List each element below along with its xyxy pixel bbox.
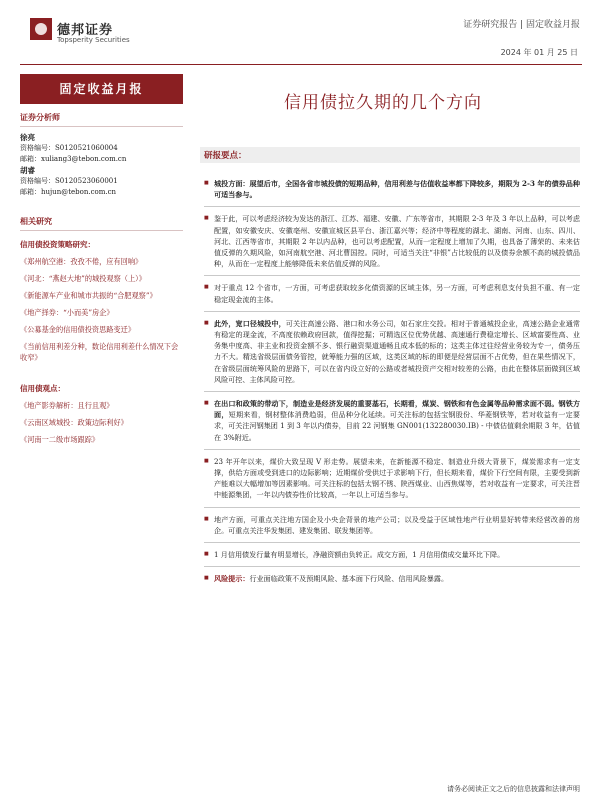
divider xyxy=(204,311,580,312)
divider xyxy=(204,507,580,508)
analyst-name: 胡睿 xyxy=(20,166,35,175)
related-report-link[interactable]: 《新能源车产业和城市共振的“合肥观察”》 xyxy=(20,291,157,300)
analyst-cert: 资格编号：S0120521060004 xyxy=(20,144,118,152)
paragraph-lead: 此外，宽口径城投中， xyxy=(214,318,286,328)
related-report-link[interactable]: 《河南一二级市场跟踪》 xyxy=(20,435,100,444)
page-title: 信用债拉久期的几个方向 xyxy=(284,93,482,113)
summary-content xyxy=(204,178,580,584)
analyst-email[interactable]: 邮箱：xuliang3@tebon.com.cn xyxy=(20,155,127,163)
risk-paragraph xyxy=(204,573,580,584)
paragraph-text: 对于重点 12 个省市，一方面，可考虑获取较多化债资源的区域主体，另一方面，可考虑利息支付负担不重、有一定稳定现金流的主体。 xyxy=(214,283,580,304)
divider xyxy=(204,275,580,276)
document-date: 2024 年 01 月 25 日 xyxy=(500,48,578,57)
risk-label: 风险提示： xyxy=(214,574,250,584)
divider xyxy=(204,542,580,543)
related-report-link[interactable]: 《郑州航空港：孜孜不倦，应有回响》 xyxy=(20,257,143,266)
divider xyxy=(204,566,580,567)
analyst-heading: 证券分析师 xyxy=(20,112,183,127)
summary-paragraph xyxy=(204,318,580,385)
related-research-heading: 相关研究 xyxy=(20,216,183,231)
summary-paragraph xyxy=(204,514,580,536)
related-group-heading: 信用债投资策略研究： xyxy=(20,240,95,249)
paragraph-text: 可关注高速公路、港口和水务公司，如石家庄交投。相对于普通城投企业，高速公路企业通常有稳定的现金流，不高度依赖政府回款，值得挖掘；可精选区位优势优越、高速通行费稳定增长、区域富要性高、业务集中度高、非主业和投资金额不多、银行融资渠道通畅且成本低的标的；这类主体过往经营业务较为专一，债务压力不大。精选省级层面债务管控，就筹能力强的区域，这类区域的标的即便是经营层面不占优势，但在果些情况下，在省级层面统筹风险的思路下，可以在省内设立好的公路或者城投资产交相对较差的公路，由此在整体层面做到区域风险可控、主体风险可控。 xyxy=(214,318,580,384)
summary-paragraph xyxy=(204,398,580,443)
divider xyxy=(204,206,580,207)
related-report-link[interactable]: 《当前信用利差分种，数论信用利差什么情况下会收窄》 xyxy=(20,342,179,362)
analyst-email[interactable]: 邮箱：hujun@tebon.com.cn xyxy=(20,188,117,196)
paragraph-text: 地产方面，可重点关注地方国企及小央企背景的地产公司；以及受益于区域性地产行业明显好转带来经营改善的房企。可重点关注华发集团、建发集团、联发集团等。 xyxy=(214,514,580,535)
paragraph-text: 鉴于此，可以考虑经济较为发达的浙江、江苏、福建、安徽、广东等省市，其期限 2-3 年及 3 年以上品种，可以考虑配置，如安徽安庆、安徽亳州、安徽宣城区县平台、浙江嘉兴等；经济中等程度的湖北、湖南、河南、山东、四川、河北、江西等省市，其期限 2 年以内品种，也可以考虑配置，从而一定程度上增加了久期，也具备了薄荣的、未来估值反弹的久期风险，如河南航空港、河北曹国控。同时，可适当关注“非银”占比较低的以及债券余额不高的城投债品种，从而在一定程度上能够降低未来估值反弹的风险。 xyxy=(214,214,580,269)
footer-disclaimer: 请务必阅读正文之后的信息披露和法律声明 xyxy=(447,785,580,793)
brand-logo-icon xyxy=(30,18,52,40)
summary-paragraph xyxy=(204,178,580,200)
report-category: 固定收益月报 xyxy=(20,74,183,104)
analyst-name: 徐亮 xyxy=(20,133,35,142)
paragraph-lead: 在出口和政策的带动下，制造业是经济发展的重要基石，长期看，煤炭、钢铁和有色金属等品种需求面不弱。钢铁方面， xyxy=(214,399,580,420)
paragraph-text: 1 月信用债发行量有明显增长，净融资额由负转正。成交方面，1 月信用债成交量环比下降。 xyxy=(214,550,505,560)
summary-paragraph xyxy=(204,282,580,304)
analyst-block xyxy=(20,132,183,198)
related-report-link[interactable]: 《云南区域城投：政策边际利好》 xyxy=(20,418,128,427)
report-header xyxy=(0,0,600,66)
paragraph-lead: 城投方面：展望后市，全国各省市城投债的短期品种，信用利差与估值收益率都下降较多，期限为 2-3 年的债券品种可适当参与。 xyxy=(214,179,580,200)
sidebar xyxy=(20,112,183,445)
summary-heading: 研报要点： xyxy=(204,151,247,161)
related-report-link[interactable]: 《公募基金的信用债投资思路变迁》 xyxy=(20,325,136,334)
paragraph-text: 短期来看，钢材整体消费趋弱，但品种分化延续。可关注标的包括宝钢股份、华菱钢铁等，若对收益有一定要求，可关注河钢集团 1 到 3 年以内债券，目前 22 河钢集 GN001(132280030.IB) - 中债估值剩余期限 3 年，估值在 3%附近。 xyxy=(214,410,581,442)
related-report-link[interactable]: 《地产择券：“小而美”房企》 xyxy=(20,308,114,317)
brand-name: 德邦证券 xyxy=(57,23,114,38)
header-divider xyxy=(20,64,582,65)
related-report-link[interactable]: 《河北：“燕赵大地”的城投观察（上）》 xyxy=(20,274,146,283)
summary-paragraph xyxy=(204,456,580,501)
related-group-heading: 信用债观点： xyxy=(20,384,65,393)
paragraph-text: 23 年开年以来，煤价大致呈现 V 形走势。展望未来，在新能源不稳定、制造业升级大背景下，煤炭需求有一定支撑，供给方面或受到进口的边际影响；近期煤价受供过于求影响下行，但长期来看，煤价下行空间有限，主要受到新产能难以大幅增加等因素影响。可关注标的包括太钢不锈、陕西煤业、山西焦煤等，若对收益有一定要求，可关注晋中能源集团，一年以内债券性价比较高，一年以上可适当参与。 xyxy=(214,456,580,500)
document-type: 证券研究报告 | 固定收益月报 xyxy=(463,20,580,30)
brand-name-en: Topsperity Securities xyxy=(57,36,130,44)
related-report-link[interactable]: 《地产影券解析：且行且观》 xyxy=(20,401,114,410)
risk-text: 行业面临政策不及预期风险、基本面下行风险、信用风险暴露。 xyxy=(249,574,449,584)
divider xyxy=(204,391,580,392)
divider xyxy=(204,449,580,450)
summary-paragraph xyxy=(204,549,580,560)
summary-heading-bar xyxy=(200,147,580,163)
analyst-cert: 资格编号：S0120523060001 xyxy=(20,177,118,185)
summary-paragraph xyxy=(204,213,580,269)
